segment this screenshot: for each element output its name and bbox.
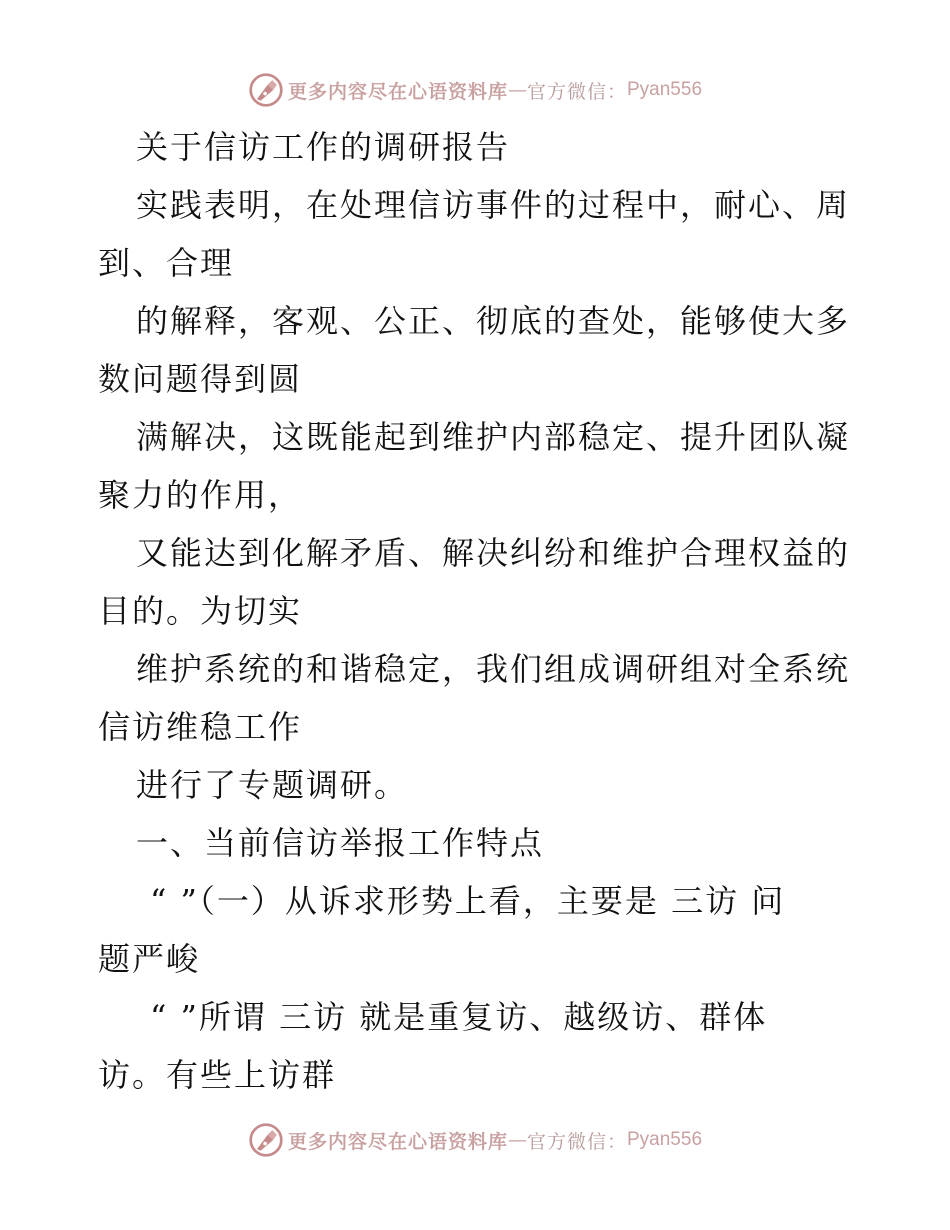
watermark-brand: 更多内容尽在心语资料库 <box>287 1130 508 1153</box>
document-title: 关于信访工作的调研报告 <box>136 128 511 166</box>
paragraph-line: 到、合理 <box>98 244 235 282</box>
paragraph-line: 满解决，这既能起到维护内部稳定、提升团队凝 <box>136 418 851 456</box>
paragraph-line: 访。有些上访群 <box>98 1056 337 1094</box>
watermark-separator: — <box>507 1129 527 1151</box>
paragraph-line: 目的。为切实 <box>98 592 303 630</box>
watermark-wechat-id: Pyan556 <box>627 79 703 100</box>
header-watermark <box>0 70 950 110</box>
watermark-separator: — <box>507 79 527 101</box>
watermark-wechat-label: 官方微信： <box>526 80 627 103</box>
watermark-wechat-label: 官方微信： <box>526 1130 627 1153</box>
paragraph-line: 的解释，客观、公正、彻底的查处，能够使大多 <box>136 302 851 340</box>
pen-nib-logo-icon <box>248 1122 284 1158</box>
footer-watermark <box>0 1120 950 1160</box>
paragraph-line: 维护系统的和谐稳定，我们组成调研组对全系统 <box>136 650 851 688</box>
watermark-wechat-id: Pyan556 <box>627 1129 703 1150</box>
paragraph-line: 数问题得到圆 <box>98 360 303 398</box>
subsection-heading: “ ”（一）从诉求形势上看，主要是 三访 问 <box>150 882 786 920</box>
paragraph-line: 聚力的作用， <box>98 476 303 514</box>
watermark-brand: 更多内容尽在心语资料库 <box>287 80 508 103</box>
paragraph-line: “ ”所谓 三访 就是重复访、越级访、群体 <box>150 998 768 1036</box>
pen-nib-logo-icon <box>248 72 284 108</box>
paragraph-line: 又能达到化解矛盾、解决纠纷和维护合理权益的 <box>136 534 851 572</box>
paragraph-line: 实践表明，在处理信访事件的过程中，耐心、周 <box>136 186 851 224</box>
paragraph-line: 题严峻 <box>98 940 201 978</box>
paragraph-line: 进行了专题调研。 <box>136 766 409 804</box>
paragraph-line: 信访维稳工作 <box>98 708 303 746</box>
section-heading: 一、当前信访举报工作特点 <box>136 824 545 862</box>
